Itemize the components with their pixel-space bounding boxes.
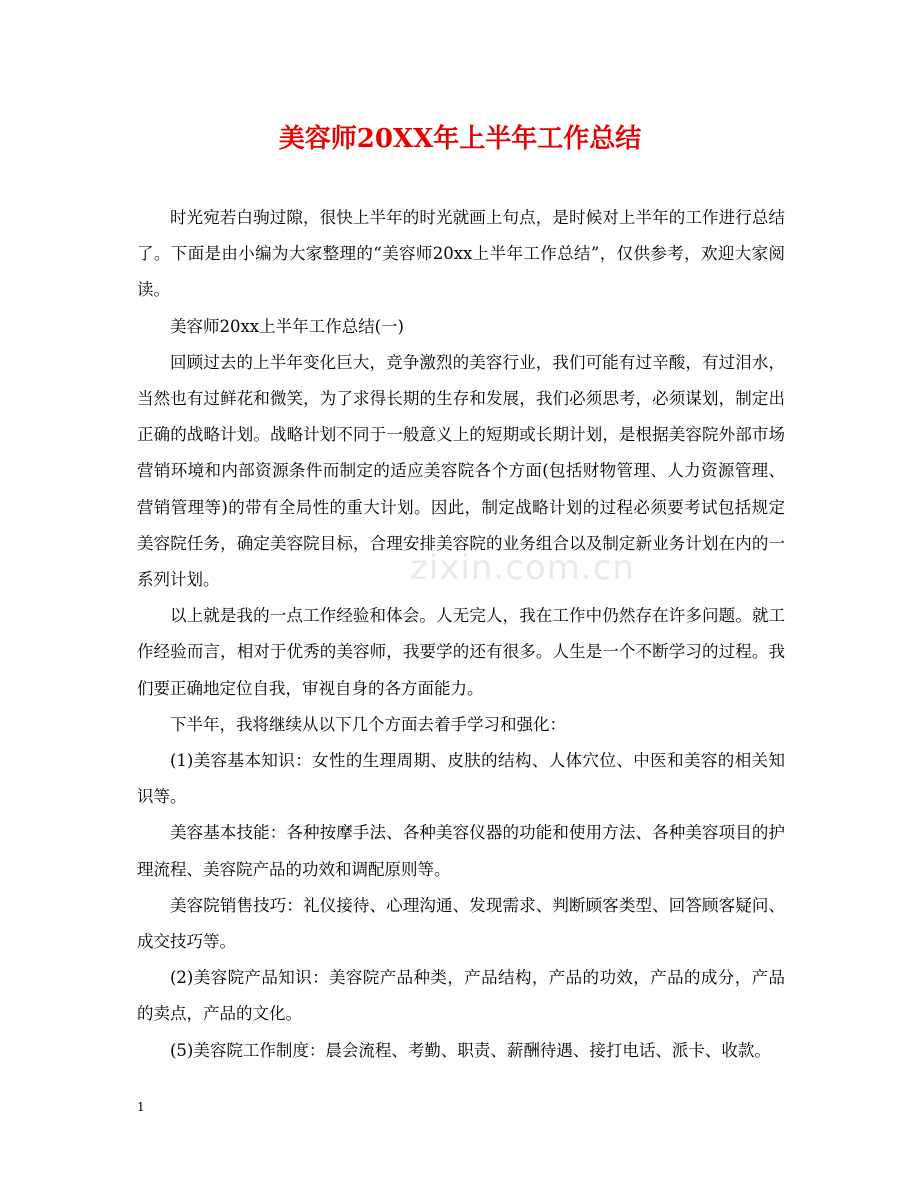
- paragraph-plan-intro: 下半年，我将继续从以下几个方面去着手学习和强化：: [170, 714, 566, 734]
- paragraph-intro: 时光宛若白驹过隙，很快上半年的时光就画上句点，是时候对上半年的工作进行总结了。下面是由小编为大家整理的“美容师20xx上半年工作总结”，仅供参考，欢迎大家阅读。: [137, 208, 785, 300]
- watermark-text: zixin.com.cn: [410, 548, 635, 588]
- paragraph-section-heading: 美容师20xx上半年工作总结(一): [170, 316, 404, 336]
- paragraph-basic-skills: 美容基本技能：各种按摩手法、各种美容仪器的功能和使用方法、各种美容项目的护理流程、美容院产品的功效和调配原则等。: [137, 823, 785, 879]
- paragraph-item-2: (2)美容院产品知识：美容院产品种类，产品结构，产品的功效，产品的成分，产品的卖点，产品的文化。: [137, 968, 785, 1024]
- paragraph-item-5: (5)美容院工作制度：晨会流程、考勤、职责、薪酬待遇、接打电话、派卡、收款。: [170, 1040, 771, 1060]
- paragraph-item-1: (1)美容基本知识：女性的生理周期、皮肤的结构、人体穴位、中医和美容的相关知识等。: [137, 751, 785, 807]
- paragraph-sales-skills: 美容院销售技巧：礼仪接待、心理沟通、发现需求、判断顾客类型、回答顾客疑问、成交技巧等。: [137, 895, 785, 952]
- paragraph-experience: 以上就是我的一点工作经验和体会。人无完人，我在工作中仍然存在许多问题。就工作经验而言，相对于优秀的美容师，我要学的还有很多。人生是一个不断学习的过程。我们要正确地定位自我，审视自身的各方面能力。: [137, 606, 785, 698]
- page-number: 1: [137, 1100, 145, 1114]
- paragraph-review: 回顾过去的上半年变化巨大，竞争激烈的美容行业，我们可能有过辛酸，有过泪水，当然也有过鲜花和微笑，为了求得长期的生存和发展，我们必须思考，必须谋划，制定出正确的战略计划。战略计划不同于一般意义上的短期或长期计划，是根据美容院外部市场营销环境和内部资源条件而制定的适应美容院各个方面(包括财物管理、人力资源管理、营销管理等)的带有全局性的重大计划。因此，制定战略计划的过程必须要考试包括规定美容院任务，确定美容院目标，合理安排美容院的业务组合以及制定新业务计划在内的一系列计划。: [137, 352, 785, 590]
- document-body: [137, 200, 785, 1069]
- document-title: 美容师20XX年上半年工作总结: [278, 124, 642, 154]
